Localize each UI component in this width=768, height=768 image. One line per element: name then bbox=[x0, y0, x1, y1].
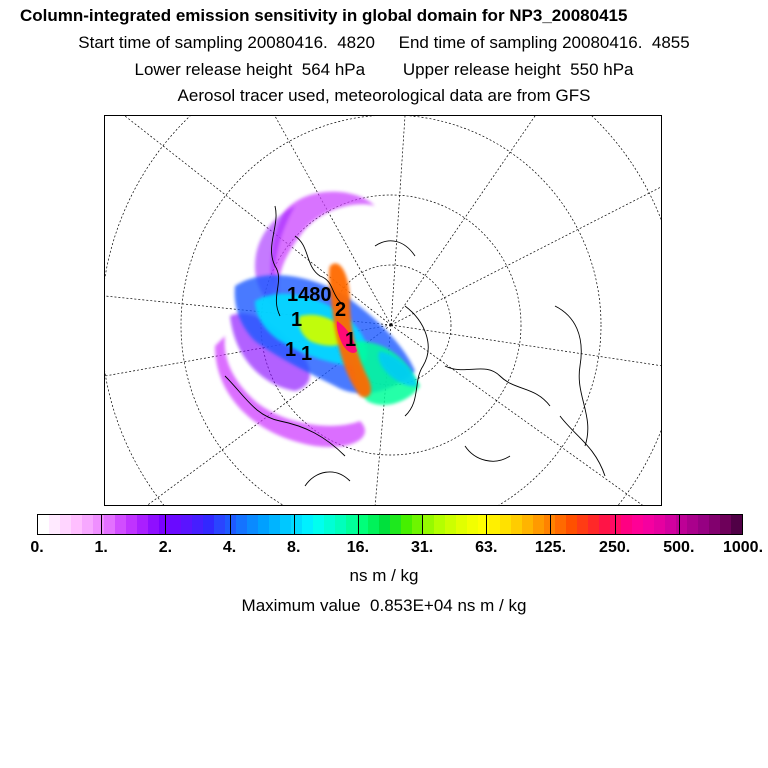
colorbar-segment bbox=[698, 515, 709, 534]
coastline bbox=[560, 416, 605, 476]
colorbar-segment bbox=[236, 515, 247, 534]
colorbar-tick-label: 63. bbox=[475, 539, 498, 556]
colorbar-segment bbox=[313, 515, 324, 534]
coastline bbox=[375, 241, 415, 256]
colorbar-segment bbox=[148, 515, 159, 534]
colorbar-segment bbox=[379, 515, 390, 534]
meridian bbox=[391, 325, 662, 366]
coastline bbox=[445, 366, 550, 406]
lat-circle-50 bbox=[105, 116, 662, 506]
colorbar-tick-label: 31. bbox=[410, 539, 434, 556]
colorbar-segment bbox=[599, 515, 610, 534]
colorbar-segment bbox=[302, 515, 313, 534]
colorbar-segment bbox=[434, 515, 445, 534]
colorbar-segment bbox=[368, 515, 379, 534]
colorbar-segment bbox=[478, 515, 489, 534]
maximum-value-text: Maximum value 0.853E+04 ns m / kg bbox=[241, 596, 527, 615]
colorbar-segment bbox=[137, 515, 148, 534]
colorbar-segment bbox=[621, 515, 632, 534]
colorbar-segment bbox=[291, 515, 302, 534]
colorbar-segment bbox=[390, 515, 401, 534]
colorbar-segment bbox=[346, 515, 357, 534]
meridian bbox=[391, 116, 535, 325]
colorbar-segment bbox=[104, 515, 115, 534]
colorbar-tick-label: 250. bbox=[599, 539, 631, 556]
colorbar-segment bbox=[610, 515, 621, 534]
meridian bbox=[391, 325, 645, 506]
colorbar-segment bbox=[731, 515, 742, 534]
colorbar-segment bbox=[181, 515, 192, 534]
trajectory-label: 1 bbox=[345, 329, 357, 351]
sensitivity-plume bbox=[215, 192, 420, 447]
trajectory-label: 1 bbox=[285, 339, 297, 361]
colorbar-segment bbox=[258, 515, 269, 534]
trajectory-label: 1480 bbox=[287, 284, 332, 306]
colorbar-segment bbox=[533, 515, 544, 534]
colorbar-segment bbox=[159, 515, 170, 534]
colorbar-segment bbox=[49, 515, 60, 534]
colorbar-segment bbox=[126, 515, 137, 534]
colorbar-segment bbox=[566, 515, 577, 534]
colorbar-segment bbox=[511, 515, 522, 534]
colorbar-segment bbox=[665, 515, 676, 534]
colorbar-segment bbox=[214, 515, 225, 534]
colorbar-segment bbox=[225, 515, 236, 534]
colorbar-segment bbox=[500, 515, 511, 534]
colorbar-segment bbox=[544, 515, 555, 534]
colorbar-segment bbox=[357, 515, 368, 534]
colorbar-tick-label: 1000. bbox=[722, 539, 764, 556]
colorbar-segment bbox=[115, 515, 126, 534]
colorbar-tick-label: 2. bbox=[158, 539, 173, 556]
colorbar-segment bbox=[654, 515, 665, 534]
release-height-line: Lower release height 564 hPa Upper release height 550 hPa bbox=[134, 60, 634, 79]
colorbar-segment bbox=[643, 515, 654, 534]
trajectory-label: 1 bbox=[301, 343, 313, 365]
colorbar-segment bbox=[93, 515, 104, 534]
colorbar-segment bbox=[247, 515, 258, 534]
colorbar-segment bbox=[555, 515, 566, 534]
colorbar-segment bbox=[588, 515, 599, 534]
colorbar-segment bbox=[709, 515, 720, 534]
colorbar-segment bbox=[335, 515, 346, 534]
colorbar-segment bbox=[456, 515, 467, 534]
colorbar-segment bbox=[324, 515, 335, 534]
colorbar-segment bbox=[687, 515, 698, 534]
coastline bbox=[465, 446, 510, 461]
colorbar-tick-label: 8. bbox=[287, 539, 301, 556]
colorbar-segment bbox=[577, 515, 588, 534]
map-panel bbox=[104, 115, 662, 506]
colorbar-segment bbox=[423, 515, 434, 534]
colorbar-segment bbox=[522, 515, 533, 534]
colorbar-segment bbox=[280, 515, 291, 534]
colorbar-tick-label: 500. bbox=[663, 539, 695, 556]
colorbar-segment bbox=[676, 515, 687, 534]
colorbar-segment bbox=[401, 515, 412, 534]
tracer-info-line: Aerosol tracer used, meteorological data are from GFS bbox=[177, 86, 591, 105]
colorbar-segment bbox=[632, 515, 643, 534]
colorbar bbox=[37, 514, 743, 535]
chart-title: Column-integrated emission sensitivity in global domain for NP3_20080415 bbox=[20, 6, 628, 25]
meridian bbox=[391, 186, 662, 325]
colorbar-tick-label: 16. bbox=[346, 539, 370, 556]
meridians bbox=[105, 116, 662, 506]
colorbar-tick-label: 125. bbox=[534, 539, 567, 556]
meridian bbox=[391, 116, 405, 325]
colorbar-segment bbox=[60, 515, 71, 534]
coastline bbox=[555, 306, 588, 446]
colorbar-segment bbox=[170, 515, 181, 534]
colorbar-segment bbox=[412, 515, 423, 534]
colorbar-tick-label: 0. bbox=[30, 539, 44, 556]
colorbar-segment bbox=[38, 515, 49, 534]
latitude-circles bbox=[105, 116, 662, 506]
colorbar-tick-label: 1. bbox=[94, 539, 108, 556]
colorbar-segment bbox=[467, 515, 478, 534]
colorbar-segment bbox=[71, 515, 82, 534]
colorbar-segment bbox=[82, 515, 93, 534]
colorbar-segment bbox=[192, 515, 203, 534]
colorbar-segment bbox=[720, 515, 731, 534]
sampling-time-line: Start time of sampling 20080416. 4820 End time of sampling 20080416. 4855 bbox=[78, 33, 690, 52]
colorbar-segment bbox=[445, 515, 456, 534]
trajectory-label: 2 bbox=[335, 299, 347, 321]
colorbar-segment bbox=[489, 515, 500, 534]
coastline bbox=[305, 472, 350, 486]
colorbar-tick-label: 4. bbox=[222, 539, 237, 556]
trajectory-label: 1 bbox=[291, 309, 303, 331]
colorbar-segment bbox=[269, 515, 280, 534]
polar-map bbox=[105, 116, 662, 506]
colorbar-segment bbox=[203, 515, 214, 534]
colorbar-unit: ns m / kg bbox=[349, 566, 419, 585]
